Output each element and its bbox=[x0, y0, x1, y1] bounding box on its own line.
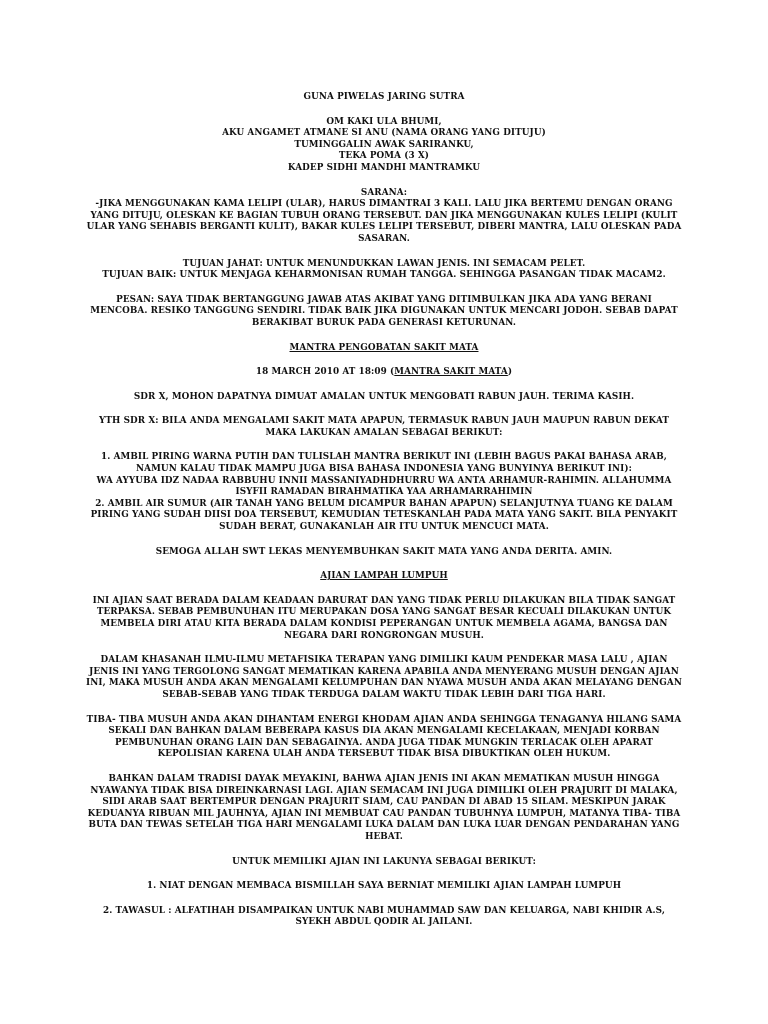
section-heading-ajian: AJIAN LAMPAH LUMPUH bbox=[320, 571, 448, 582]
mantra-line: AKU ANGAMET ATMANE SI ANU (NAMA ORANG YANG DITUJU) bbox=[222, 128, 546, 139]
ajian-paragraph-2: DALAM KHASANAH ILMU-ILMU METAFISIKA TERAPAN YANG DIMILIKI KAUM PENDEKAR MASA LALU , AJIAN JENIS INI YANG TERGOLONG SANGAT MEMATIKAN KARENA APABILA ANDA MENYERANG MUSUH DENGAN AJIAN INI, MAKA MUSUH ANDA AKAN MENGALAMI KELUMPUHAN DAN NYAWA MUSUH ANDA AKAN MELAYANG DENGAN SEBAB-SEBAB YANG TIDAK TERDUGA DALAM WAKTU TIDAK LEBIH DARI TIGA HARI. bbox=[86, 655, 682, 700]
tujuan-baik-text: TUJUAN BAIK: UNTUK MENJAGA KEHARMONISAN RUMAH TANGGA. SEHINGGA PASANGAN TIDAK MACAM2. bbox=[102, 270, 666, 281]
untuk-memiliki-block bbox=[86, 857, 682, 869]
heading-mata-block bbox=[86, 343, 682, 355]
ajian-p2-block bbox=[86, 655, 682, 701]
untuk-memiliki-text: UNTUK MEMILIKI AJIAN INI LAKUNYA SEBAGAI BERIKUT: bbox=[232, 856, 536, 867]
document-title: GUNA PIWELAS JARING SUTRA bbox=[303, 92, 465, 102]
post-title-link[interactable]: MANTRA SAKIT MATA bbox=[394, 367, 508, 378]
sarana-block bbox=[86, 188, 682, 246]
laku-step-1: 1. NIAT DENGAN MEMBACA BISMILLAH SAYA BERNIAT MEMILIKI AJIAN LAMPAH LUMPUH bbox=[146, 881, 622, 892]
sarana-text: -JIKA MENGGUNAKAN KAMA LELIPI (ULAR), HARUS DIMANTRAI 3 KALI. LALU JIKA BERTEMU DENGAN ORANG YANG DITUJU, OLESKAN KE BAGIAN TUBUH ORANG TERSEBUT. DAN JIKA MENGGUNAKAN KULES LELIPI (KULIT ULAR YANG SEHABIS BERGANTI KULIT), BAKAR KULES LELIPI TERSEBUT, DIBERI MANTRA, LALU OLESKAN PADA SASARAN. bbox=[86, 199, 682, 244]
semoga-block bbox=[86, 547, 682, 559]
ajian-paragraph-3: TIBA- TIBA MUSUH ANDA AKAN DIHANTAM ENERGI KHODAM AJIAN ANDA SEHINGGA TENAGANYA HILANG SAMA SEKALI DAN BAHKAN DALAM BEBERAPA KASUS DIA AKAN MENGALAMI KECELAKAAN, MENJADI KORBAN PEMBUNUHAN ORANG LAIN DAN SEBAGAINYA. ANDA JUGA TIDAK MUNGKIN TERLACAK OLEH APARAT KEPOLISIAN KARENA ULAH ANDA TERSEBUT TIDAK BISA DIBUKTIKAN OLEH HUKUM. bbox=[86, 714, 682, 760]
yth-reply-text: YTH SDR X: BILA ANDA MENGALAMI SAKIT MATA APAPUN, TERMASUK RABUN JAUH MAUPUN RABUN DEKAT MAKA LAKUKAN AMALAN SEBAGAI BERIKUT: bbox=[98, 416, 670, 438]
step-1-text: 1. AMBIL PIRING WARNA PUTIH DAN TULISLAH MANTRA BERIKUT INI (LEBIH BAGUS PAKAI BAHASA ARAB, NAMUN KALAU TIDAK MAMPU JUGA BISA BAHASA INDONESIA YANG BUNYINYA BERIKUT INI): bbox=[101, 452, 667, 475]
mantra-line: OM KAKI ULA BHUMI, bbox=[326, 116, 442, 127]
pesan-text: PESAN: SAYA TIDAK BERTANGGUNG JAWAB ATAS AKIBAT YANG DITIMBULKAN JIKA ADA YANG BERANI MENCOBA. RESIKO TANGGUNG SENDIRI. TIDAK BAIK JIKA DIGUNAKAN UNTUK MENCARI JODOH. SEBAB DAPAT BERAKIBAT BURUK PADA GENERASI KETURUNAN. bbox=[90, 294, 678, 328]
post-date-prefix: 18 MARCH 2010 AT 18:09 ( bbox=[255, 367, 395, 378]
steps-block bbox=[86, 452, 682, 533]
sarana-label: SARANA: bbox=[360, 187, 408, 198]
sdr-request-text: SDR X, MOHON DAPATNYA DIMUAT AMALAN UNTUK MENGOBATI RABUN JAUH. TERIMA KASIH. bbox=[133, 391, 635, 402]
mantra-line: TEKA POMA (3 X) bbox=[338, 151, 430, 162]
semoga-text: SEMOGA ALLAH SWT LEKAS MENYEMBUHKAN SAKIT MATA YANG ANDA DERITA. AMIN. bbox=[155, 546, 613, 557]
pesan-block bbox=[86, 295, 682, 330]
ajian-paragraph-1: INI AJIAN SAAT BERADA DALAM KEADAAN DARURAT DAN YANG TIDAK PERLU DILAKUKAN BILA TIDAK SANGAT TERPAKSA. SEBAB PEMBUNUHAN ITU MERUPAKAN DOSA YANG SANGAT BESAR KECUALI DILAKUKAN UNTUK MEMBELA DIRI ATAU KITA BERADA DALAM KONDISI PEPERANGAN UNTUK MEMBELA AGAMA, BANGSA DAN NEGARA DARI RONGRONGAN MUSUH. bbox=[92, 595, 676, 641]
ajian-p3-block bbox=[86, 715, 682, 761]
date-block bbox=[86, 367, 682, 379]
sdr-request-block bbox=[86, 392, 682, 404]
post-date-suffix: ) bbox=[507, 367, 513, 378]
heading-ajian-block bbox=[86, 571, 682, 583]
ajian-p1-block bbox=[86, 596, 682, 642]
tujuan-jahat-text: TUJUAN JAHAT: UNTUK MENUNDUKKAN LAWAN JENIS. INI SEMACAM PELET. bbox=[182, 258, 586, 269]
mantra-line: TUMINGGALIN AWAK SARIRANKU, bbox=[294, 139, 474, 150]
mantra-line: KADEP SIDHI MANDHI MANTRAMKU bbox=[287, 162, 481, 173]
title-block bbox=[86, 92, 682, 104]
post-date-line bbox=[86, 367, 682, 379]
laku-step-2: 2. TAWASUL : ALFATIHAH DISAMPAIKAN UNTUK NABI MUHAMMAD SAW DAN KELUARGA, NABI KHIDIR A.S, SYEKH ABDUL QODIR AL JAILANI. bbox=[103, 905, 665, 928]
ajian-p4-block bbox=[86, 774, 682, 844]
mantra-block bbox=[86, 117, 682, 175]
tujuan-block bbox=[86, 259, 682, 282]
step-2-text: 2. AMBIL AIR SUMUR (AIR TANAH YANG BELUM DICAMPUR BAHAN APAPUN) SELANJUTNYA TUANG KE DALAM PIRING YANG SUDAH DIISI DOA TERSEBUT, KEMUDIAN TETESKANLAH PADA MATA YANG SAKIT. BILA PENYAKIT SUDAH BERAT, GUNAKANLAH AIR ITU UNTUK MENCUCI MATA. bbox=[90, 498, 678, 533]
document-body bbox=[86, 92, 682, 942]
doa-text: WA AYYUBA IDZ NADAA RABBUHU INNII MASSANIYADHDHURRU WA ANTA ARHAMUR-RAHIMIN. ALLAHUMMA ISYFII RAMADAN BIRAHMATIKA YAA ARHAMARRAHIMIN bbox=[96, 475, 672, 498]
ajian-paragraph-4: BAHKAN DALAM TRADISI DAYAK MEYAKINI, BAHWA AJIAN JENIS INI AKAN MEMATIKAN MUSUH HINGGA NYAWANYA TIDAK BISA DIREINKARNASI LAGI. AJIAN SEMACAM INI JUGA DIMILIKI OLEH PRAJURIT DI MALAKA, SIDI ARAB SAAT BERTEMPUR DENGAN PRAJURIT SIAM, CAU PANDAN DI ABAD 15 SILAM. MESKIPUN JARAK KEDUANYA RIBUAN MIL JAUHNYA, AJIAN INI MEMBUAT CAU PANDAN TUBUHNYA LUMPUH, MATANYA TIBA- TIBA BUTA DAN TEWAS SETELAH TIGA HARI MENGALAMI LUKA DALAM DAN LUKA LUAR DENGAN PENDARAHAN YANG HEBAT. bbox=[87, 773, 681, 842]
laku-2-block bbox=[86, 906, 682, 929]
yth-reply-block bbox=[86, 416, 682, 439]
section-heading-mata: MANTRA PENGOBATAN SAKIT MATA bbox=[289, 342, 479, 353]
laku-1-block bbox=[86, 881, 682, 893]
